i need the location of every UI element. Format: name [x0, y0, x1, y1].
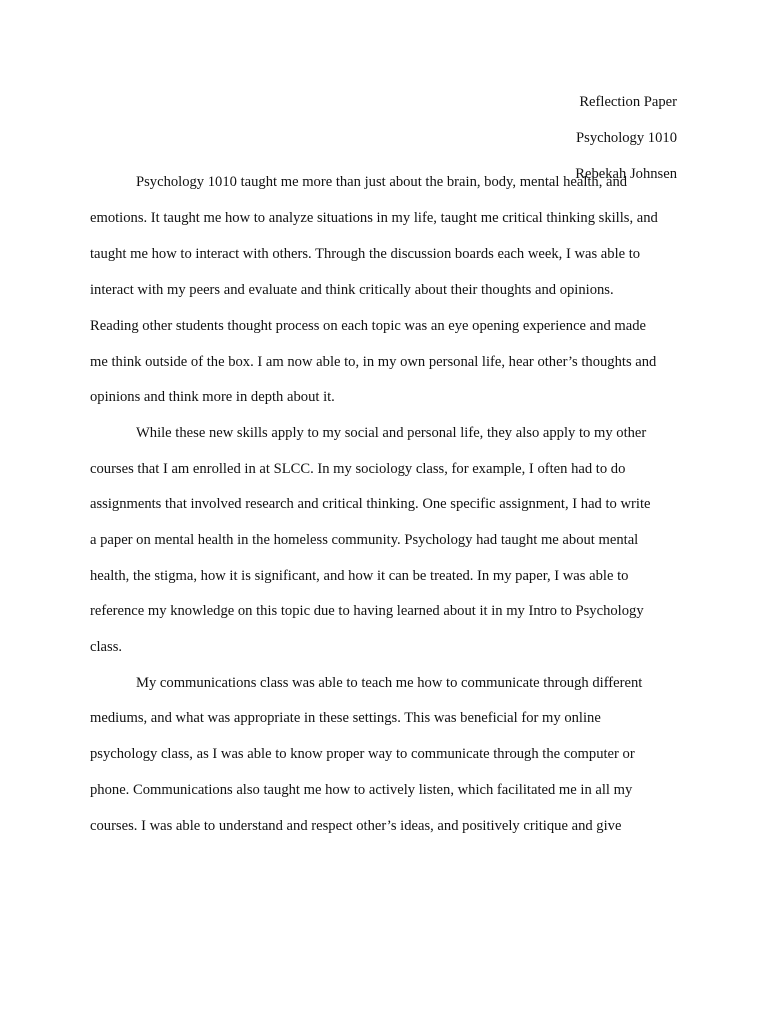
paragraph-1-line-3: taught me how to interact with others. Through the discussion boards each week, I was able to	[90, 246, 641, 262]
paper-title: Reflection Paper	[579, 94, 677, 110]
paragraph-3-line-5: courses. I was able to understand and respect other’s ideas, and positively critique and give	[90, 818, 622, 834]
author-name: Rebekah Johnsen	[575, 165, 677, 182]
paragraph-1-line-1: Psychology 1010 taught me more than just about the brain, body, mental health, and	[136, 174, 628, 190]
paragraph-3-line-2: mediums, and what was appropriate in these settings. This was beneficial for my online	[90, 710, 601, 726]
course-name: Psychology 1010	[576, 129, 677, 146]
paragraph-2-line-3: assignments that involved research and critical thinking. One specific assignment, I had to write	[90, 496, 651, 512]
paragraph-2-line-2: courses that I am enrolled in at SLCC. In my sociology class, for example, I often had to do	[90, 461, 626, 477]
paragraph-3-line-1: My communications class was able to teach me how to communicate through different	[136, 675, 643, 691]
paragraph-1-line-2: emotions. It taught me how to analyze situations in my life, taught me critical thinking skills, and	[90, 210, 658, 226]
paragraph-2-line-7: class.	[90, 639, 123, 655]
paragraph-2-line-1: While these new skills apply to my social and personal life, they also apply to my other	[136, 425, 647, 441]
paragraph-2-line-5: health, the stigma, how it is significant, and how it can be treated. In my paper, I was able to	[90, 568, 629, 584]
paragraph-2-line-4: a paper on mental health in the homeless community. Psychology had taught me about mental	[90, 532, 639, 548]
paragraph-1-line-5: Reading other students thought process on each topic was an eye opening experience and made	[90, 318, 647, 334]
paragraph-1-line-4: interact with my peers and evaluate and think critically about their thoughts and opinions.	[90, 282, 614, 298]
paragraph-3-line-3: psychology class, as I was able to know proper way to communicate through the computer or	[90, 746, 635, 762]
paragraph-1-line-6: me think outside of the box. I am now able to, in my own personal life, hear other’s thoughts and	[90, 354, 657, 370]
paragraph-1-line-7: opinions and think more in depth about it.	[90, 389, 335, 405]
paragraph-3-line-4: phone. Communications also taught me how to actively listen, which facilitated me in all my	[90, 782, 633, 798]
paragraph-2-line-6: reference my knowledge on this topic due to having learned about it in my Intro to Psychology	[90, 603, 644, 619]
